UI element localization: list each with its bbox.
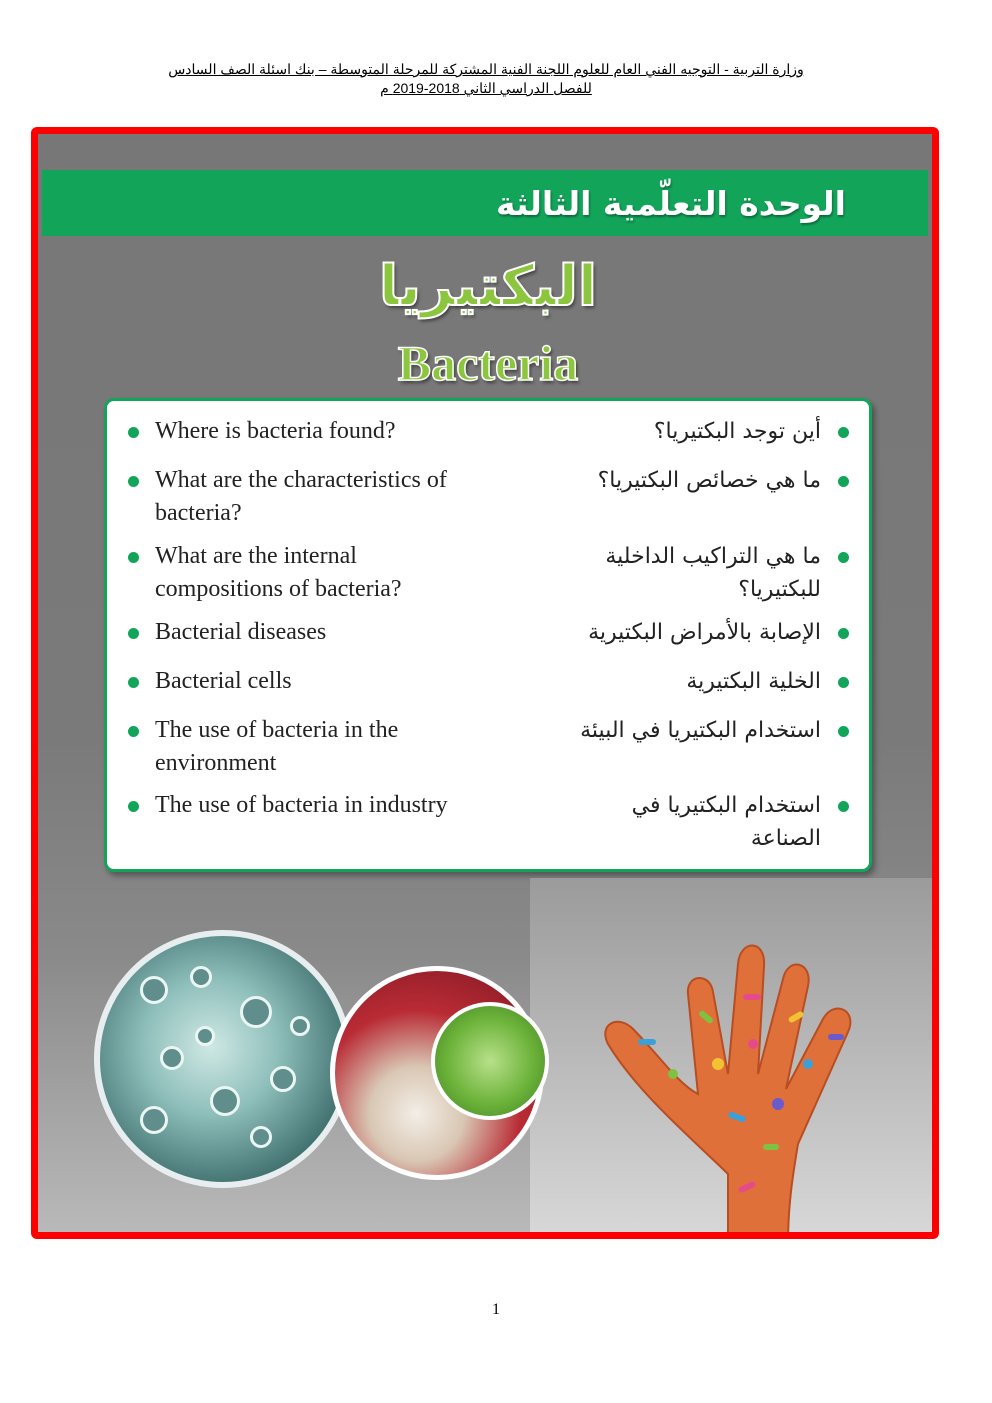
topic-ar: ما هي خصائص البكتيريا؟ bbox=[597, 468, 821, 493]
bullet-icon bbox=[838, 552, 849, 563]
unit-title-arabic: البكتيريا bbox=[378, 254, 598, 319]
topic-ar: استخدام البكتيريا في الصناعة bbox=[631, 793, 821, 851]
topic-ar: أين توجد البكتيريا؟ bbox=[653, 419, 821, 444]
topic-en: Bacterial cells bbox=[155, 668, 292, 694]
bullet-icon bbox=[128, 801, 139, 812]
topic-ar: استخدام البكتيريا في البيئة bbox=[580, 718, 821, 743]
petri-dish-photo bbox=[94, 930, 352, 1188]
topic-en: Where is bacteria found? bbox=[155, 418, 396, 444]
bullet-icon bbox=[128, 427, 139, 438]
topics-box bbox=[104, 398, 872, 872]
bullet-icon bbox=[838, 427, 849, 438]
bullet-icon bbox=[838, 476, 849, 487]
header-line-1: وزارة التربية - التوجيه الفني العام للعلوم اللجنة الفنية المشتركة للمرحلة المتوسطة – بنك اسئلة الصف السادس bbox=[168, 61, 804, 77]
document-header bbox=[150, 60, 822, 98]
unit-title-english: Bacteria bbox=[397, 335, 579, 391]
topic-en: What are the internal compositions of bacteria? bbox=[155, 543, 402, 602]
bullet-icon bbox=[838, 801, 849, 812]
bullet-icon bbox=[128, 677, 139, 688]
topic-en: What are the characteristics of bacteria? bbox=[155, 467, 447, 526]
unit-band-title: الوحدة التعلّمية الثالثة bbox=[495, 183, 846, 223]
bullet-icon bbox=[128, 726, 139, 737]
bullet-icon bbox=[838, 677, 849, 688]
topic-ar: ما هي التراكيب الداخلية للبكتيريا؟ bbox=[605, 544, 821, 602]
bullet-icon bbox=[128, 552, 139, 563]
green-bacteria-photo bbox=[431, 1002, 549, 1120]
unit-band bbox=[42, 170, 928, 236]
topic-ar: الخلية البكتيرية bbox=[686, 669, 821, 694]
bacteria-hand-illustration bbox=[578, 924, 908, 1239]
bullet-icon bbox=[128, 628, 139, 639]
bullet-icon bbox=[128, 476, 139, 487]
topic-ar: الإصابة بالأمراض البكتيرية bbox=[588, 620, 821, 645]
page-number: 1 bbox=[492, 1301, 500, 1318]
header-line-2: للفصل الدراسي الثاني 2018-2019 م bbox=[380, 80, 592, 96]
topic-en: The use of bacteria in the environment bbox=[155, 717, 399, 776]
bullet-icon bbox=[838, 628, 849, 639]
topic-en: The use of bacteria in industry bbox=[155, 792, 448, 818]
bullet-icon bbox=[838, 726, 849, 737]
cover-frame bbox=[31, 127, 939, 1239]
topic-en: Bacterial diseases bbox=[155, 619, 327, 645]
